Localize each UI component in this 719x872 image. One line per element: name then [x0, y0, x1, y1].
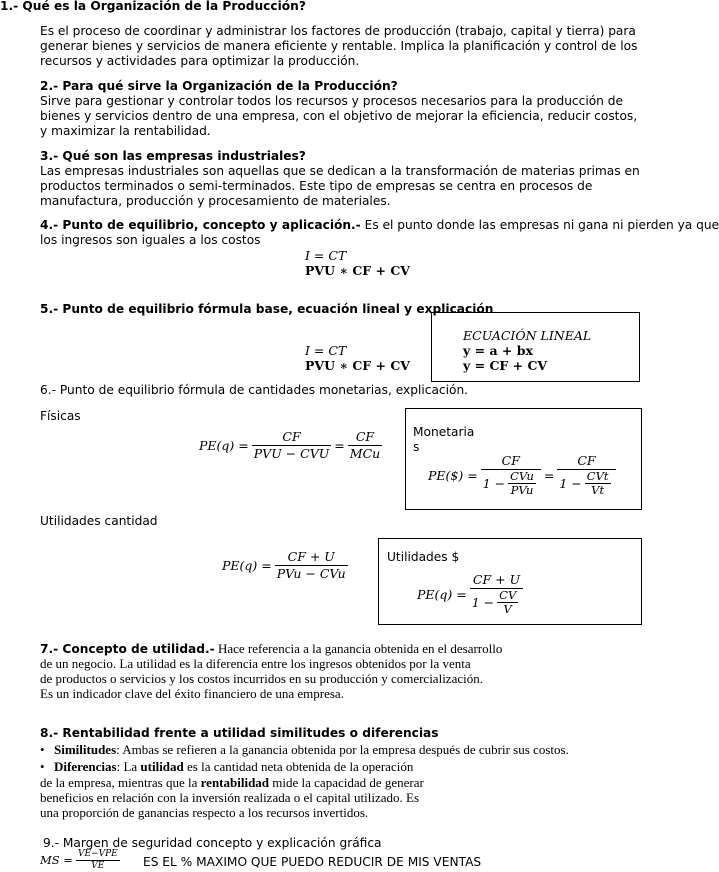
one-minus: 1 − [559, 475, 582, 491]
q7-body-line2: de un negocio. La utilidad es la diferencia entre los ingresos obtenidos por la venta [40, 656, 471, 671]
q5-equation-2: PVU ∗ CF + CV [305, 358, 410, 373]
q4-body-line2: los ingresos son iguales a los costos [40, 233, 261, 247]
numerator: CF [481, 453, 541, 470]
q8-line4: una proporción de ganancias respecto a los recursos invertidos. [40, 805, 369, 820]
utilidad-term: utilidad [140, 759, 184, 774]
diferencias-text-b: es la cantidad neta obtenida de la operación [183, 759, 414, 774]
ms-label: MS = [40, 853, 73, 867]
linear-equation-box [431, 312, 640, 382]
q8-title: 8.- Rentabilidad frente a utilidad similitudes o diferencias [40, 726, 439, 740]
denominator: MCu [349, 446, 381, 461]
fraction-cvt-over-vt [585, 470, 611, 497]
q8-line3: beneficios en relación con la inversión realizada o el capital utilizado. Es [40, 790, 420, 805]
similitudes-text: : Ambas se refieren a la ganancia obtenida por la empresa después de cubrir sus costos. [116, 742, 569, 757]
bullet-icon: • [40, 759, 45, 774]
diferencias-label: Diferencias [54, 759, 117, 774]
numerator: CF + U [470, 572, 524, 589]
diferencias-item [40, 759, 413, 775]
q7-body-line1: Hace referencia a la ganancia obtenida en el desarrollo [214, 641, 503, 656]
fraction-ve-minus-vpe-over-ve [76, 849, 120, 872]
denominator: PVU − CVU [253, 446, 330, 461]
q4-equation-2: PVU ∗ CF + CV [305, 263, 410, 278]
denominator [470, 589, 524, 616]
denominator: Vt [591, 483, 605, 497]
monetarias-label-line1: Monetaria [413, 425, 475, 439]
equals-sign: = [334, 438, 345, 453]
fraction-cf-over-pvu-cvu [252, 429, 332, 462]
bullet-icon: • [40, 742, 45, 757]
fraction-cv-over-v [497, 589, 518, 616]
numerator: CF [252, 429, 332, 446]
pe-q-label: PE(q) = [199, 438, 249, 453]
numerator: CF [348, 429, 382, 446]
numerator: VE−VPE [77, 849, 118, 859]
fraction-cf-over-mcu [348, 429, 382, 462]
fraction-cf-plus-u-over-1-minus-cv-v [470, 572, 524, 616]
q5-title: 5.- Punto de equilibrio fórmula base, ecuación lineal y explicación [40, 302, 494, 316]
q3-title: 3.- Qué son las empresas industriales? [40, 149, 306, 163]
one-minus: 1 − [471, 594, 495, 610]
q4-equation-1: I = CT [305, 248, 347, 263]
similitudes-label: Similitudes [54, 742, 117, 757]
rentabilidad-term: rentabilidad [200, 775, 270, 790]
monetarias-label-line2: s [413, 440, 420, 454]
profit-money-box [378, 538, 642, 625]
denominator: V [503, 602, 512, 616]
linear-equation-title: ECUACIÓN LINEAL [463, 328, 592, 343]
denominator [557, 470, 615, 497]
q7-title: 7.- Concepto de utilidad.- [40, 642, 215, 656]
fraction-cvu-over-pvu [508, 470, 536, 497]
diferencias-text-a: : La [116, 759, 141, 774]
pe-q-label: PE(q) = [417, 586, 467, 602]
q3-body: Las empresas industriales son aquellas que se dedican a la transformación de materias primas en productos terminados o semi-terminados. Este tipo de empresas se centra en procesos de manufactura, producción y procesamiento de materiales. [40, 164, 640, 208]
numerator: CF [557, 453, 615, 470]
q5-equation-1: I = CT [305, 343, 347, 358]
similitudes-item [40, 742, 569, 758]
q8-line2-rest: mide la capacidad de generar [269, 775, 424, 790]
monetary-breakeven-formula [428, 453, 619, 497]
utilidades-cantidad-label: Utilidades cantidad [40, 514, 158, 528]
q4-line1 [40, 218, 719, 233]
numerator: CV [499, 588, 517, 602]
q4-title: 4.- Punto de equilibrio, concepto y aplicación.- [40, 218, 361, 232]
q1-title: 1.- Qué es la Organización de la Producción? [0, 0, 306, 13]
margin-of-safety-formula [40, 849, 123, 872]
q7-body-line3: de productos o servicios y los costos incurridos en su producción y comercialización. [40, 671, 483, 686]
utilidades-dinero-label: Utilidades $ [387, 550, 460, 564]
denominator [481, 470, 541, 497]
profit-quantity-formula [222, 549, 351, 582]
denominator: PVu [510, 483, 534, 497]
denominator: VE [91, 861, 105, 871]
linear-equation-costs: y = CF + CV [463, 358, 548, 373]
fisicas-label: Físicas [40, 409, 81, 423]
pe-q-label: PE(q) = [222, 558, 272, 573]
q2-body: Sirve para gestionar y controlar todos los recursos y procesos necesarios para la producción de bienes y servicios dentro de una empresa, con el objetivo de mejorar la eficiencia, reducir costos, y maximizar la rentabilidad. [40, 94, 638, 138]
q4-body-line1: Es el punto donde las empresas ni gana ni pierden ya que [360, 218, 719, 232]
pe-dollar-label: PE($) = [428, 467, 478, 483]
monetary-breakeven-box [405, 408, 642, 510]
margin-of-safety-note: ES EL % MAXIMO QUE PUEDO REDUCIR DE MIS VENTAS [143, 855, 482, 869]
fraction-cf-over-1-minus-cvt-vt [557, 453, 615, 497]
q2-title: 2.- Para qué sirve la Organización de la Producción? [40, 79, 398, 93]
q6-title: 6.- Punto de equilibrio fórmula de cantidades monetarias, explicación. [40, 383, 469, 397]
physical-breakeven-formula [199, 429, 385, 462]
linear-equation-general: y = a + bx [463, 343, 533, 358]
profit-money-formula [417, 572, 526, 616]
q8-line2 [40, 775, 424, 791]
q9-title: 9.- Margen de seguridad concepto y explicación gráfica [43, 836, 382, 850]
q1-body: Es el proceso de coordinar y administrar los factores de producción (trabajo, capital y tierra) para generar bienes y servicios de manera eficiente y rentable. Implica la planificación y control de los recursos y actividades para optimizar la producción. [40, 24, 638, 68]
numerator: CVt [586, 469, 609, 483]
q7-line1 [40, 641, 502, 657]
q7-body-line4: Es un indicador clave del éxito financiero de una empresa. [40, 686, 344, 701]
one-minus: 1 − [482, 475, 506, 491]
numerator: CVu [510, 469, 534, 483]
q8-line2-text: de la empresa, mientras que la [40, 775, 201, 790]
fraction-cf-over-1-minus-cvu-pvu [481, 453, 541, 497]
numerator: CF + U [275, 549, 348, 566]
denominator: PVu − CVu [276, 566, 346, 581]
equals-sign: = [543, 467, 555, 483]
fraction-cf-plus-u-over-pvu-cvu [275, 549, 348, 582]
